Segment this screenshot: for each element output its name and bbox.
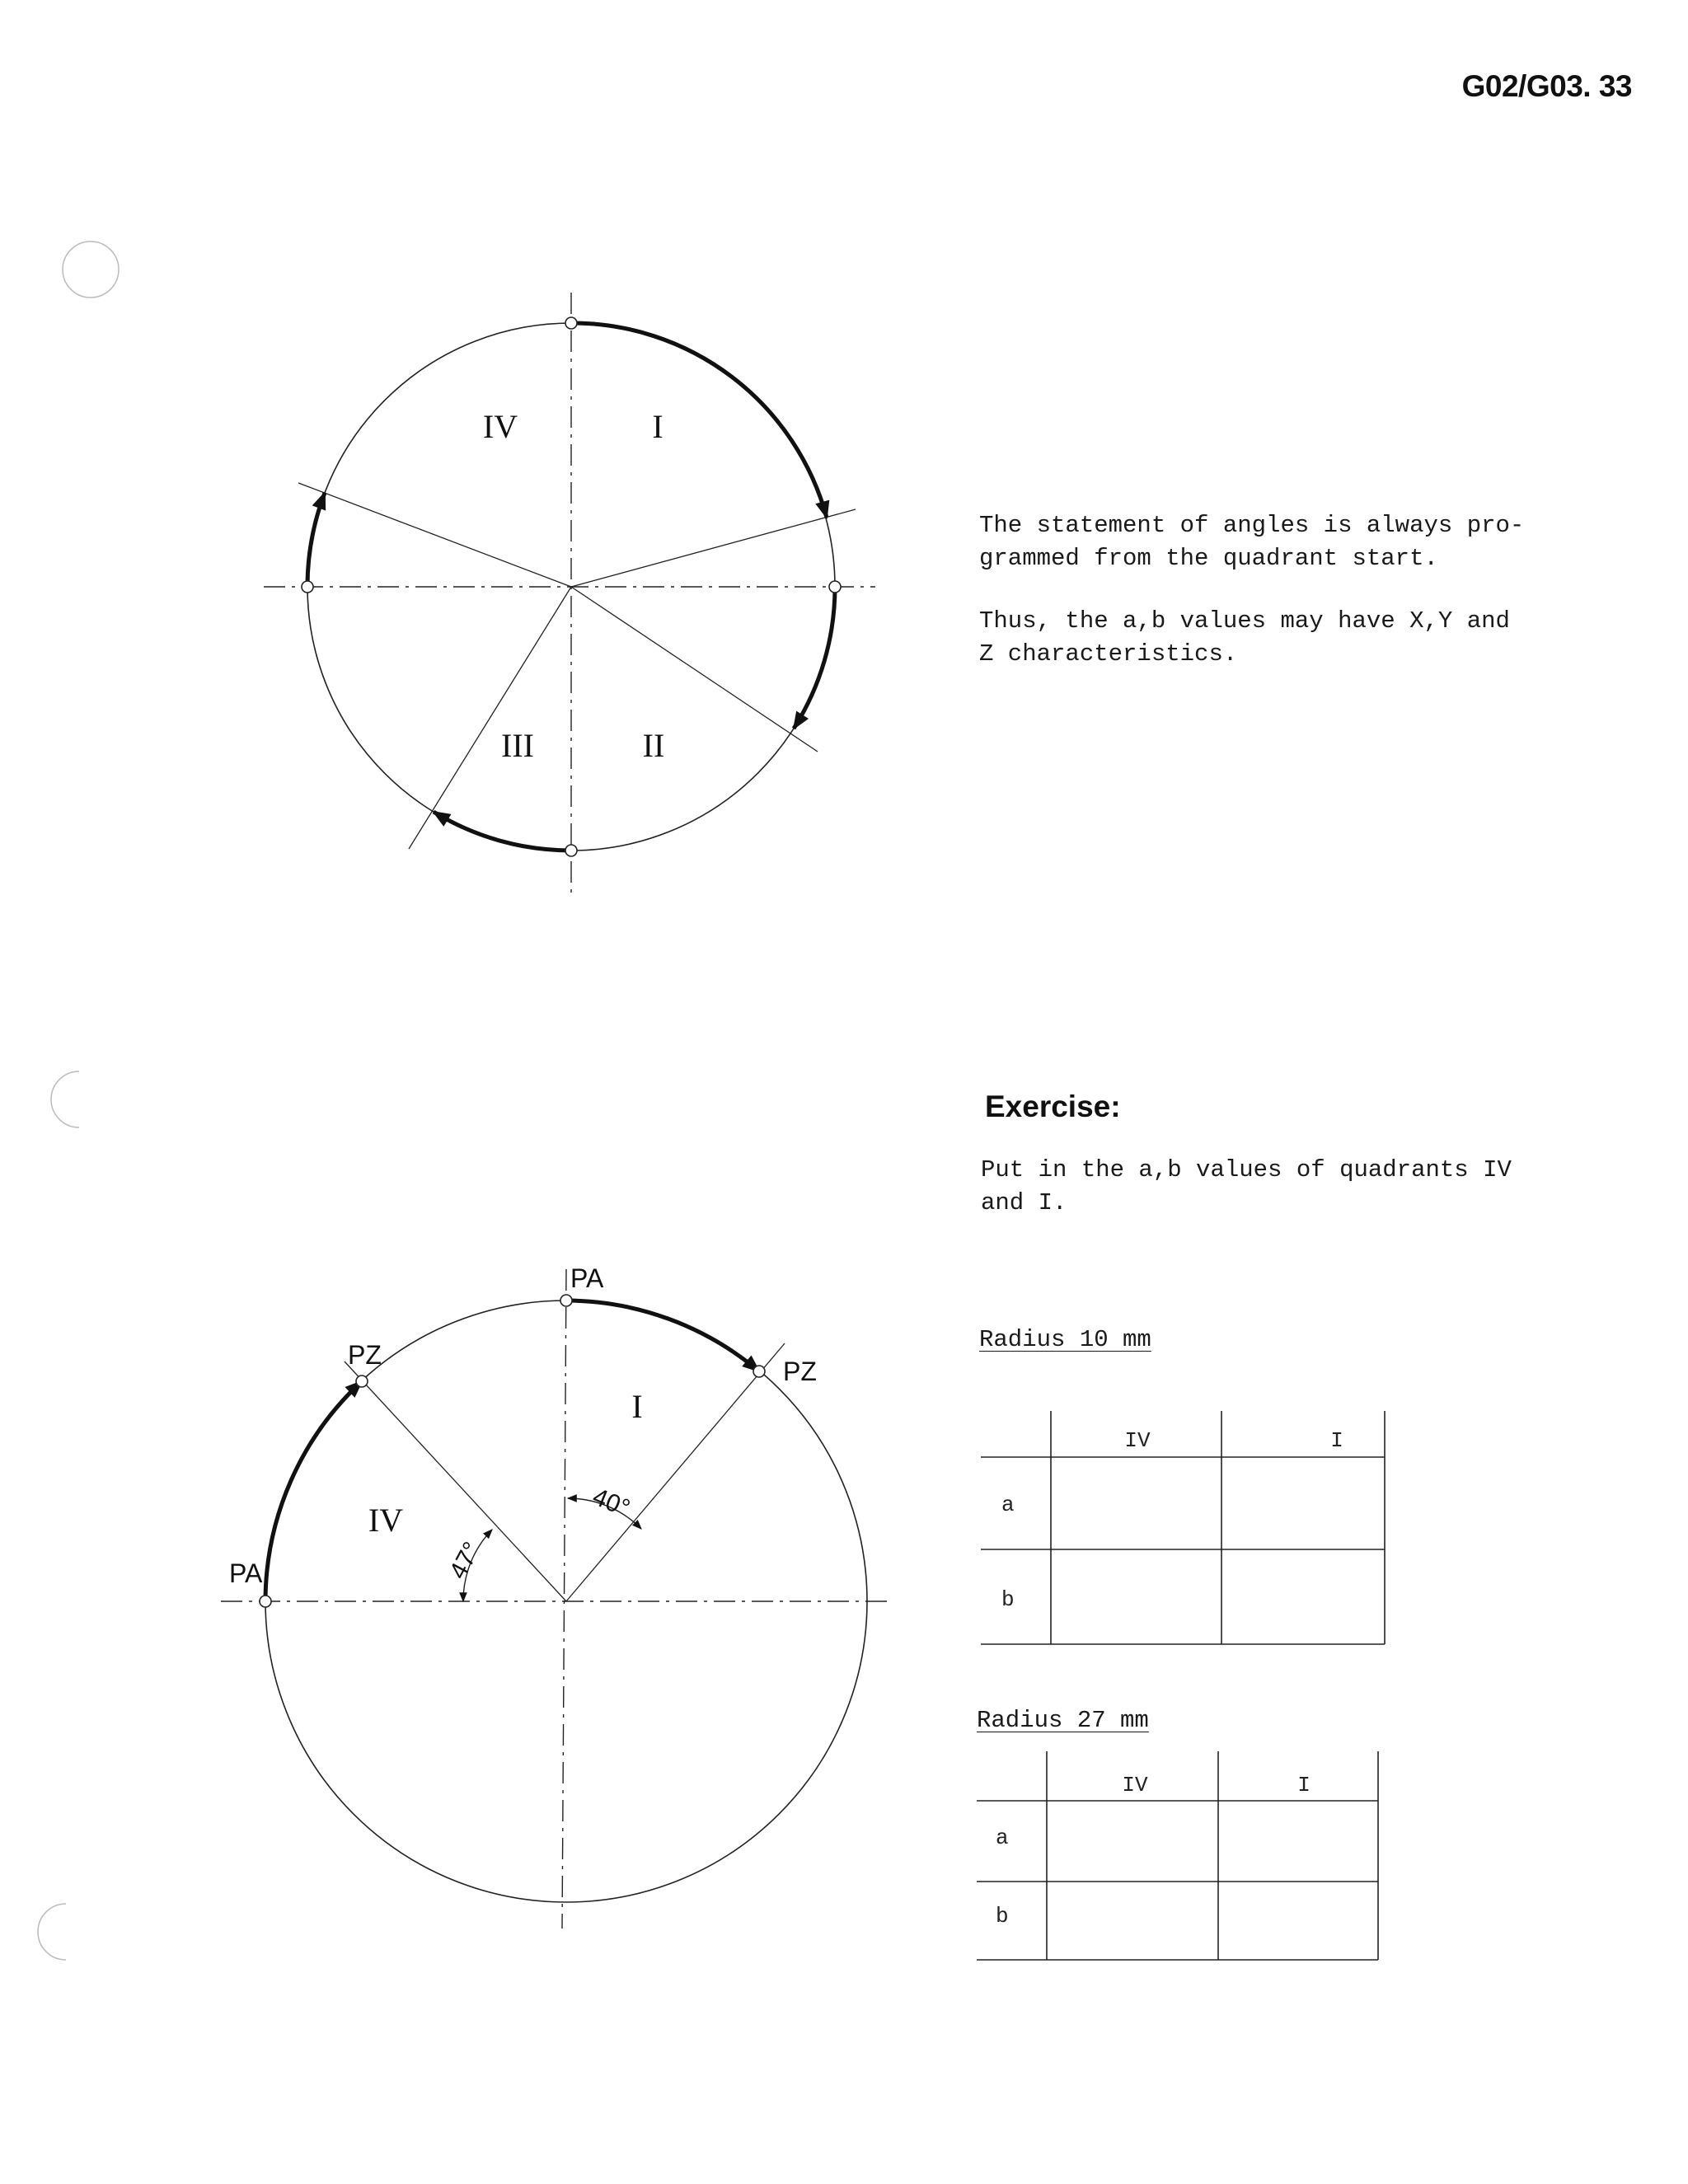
table10-cell-a-I[interactable] bbox=[1225, 1460, 1381, 1546]
radial-line-4 bbox=[298, 483, 571, 587]
table10-caption: Radius 10 mm bbox=[979, 1326, 1151, 1353]
table27-input-b-IV[interactable] bbox=[1051, 1885, 1218, 1958]
table10-row-a: a bbox=[1001, 1493, 1015, 1517]
binder-holes bbox=[38, 241, 119, 1960]
table10-col-I: I bbox=[1330, 1428, 1343, 1453]
table27-cell-b-IV[interactable] bbox=[1051, 1885, 1215, 1957]
table27-cell-a-IV[interactable] bbox=[1051, 1804, 1215, 1878]
exercise-heading: Exercise: bbox=[985, 1090, 1121, 1123]
table27-input-a-I[interactable] bbox=[1221, 1804, 1378, 1880]
quadrant-label-III-top: III bbox=[501, 727, 534, 764]
radial-line-3 bbox=[409, 587, 571, 849]
radial-line-1 bbox=[571, 509, 856, 587]
point-pa-left bbox=[260, 1596, 271, 1607]
explanation-line-1: The statement of angles is always pro- bbox=[979, 512, 1525, 539]
radial-line-2 bbox=[571, 587, 818, 752]
label-pz-right: PZ bbox=[783, 1357, 817, 1386]
table10-input-b-I[interactable] bbox=[1225, 1553, 1385, 1643]
table27-col-IV: IV bbox=[1122, 1773, 1148, 1797]
angle-label-47: 47° bbox=[444, 1537, 486, 1584]
arc-quadrant-II bbox=[794, 587, 835, 729]
quadrant-figure-bottom bbox=[221, 1263, 890, 1929]
table10-input-b-IV[interactable] bbox=[1055, 1553, 1221, 1643]
table27-caption: Radius 27 mm bbox=[977, 1707, 1149, 1734]
arc-quadrant-III bbox=[434, 812, 571, 851]
table27-cell-a-I[interactable] bbox=[1221, 1804, 1375, 1878]
quadrant-label-I-top: I bbox=[652, 408, 663, 445]
point-pa-top bbox=[560, 1295, 572, 1306]
table27-col-I: I bbox=[1297, 1773, 1311, 1797]
table10-col-IV: IV bbox=[1124, 1428, 1151, 1453]
table27-input-b-I[interactable] bbox=[1221, 1885, 1378, 1958]
table10-input-a-IV[interactable] bbox=[1055, 1460, 1221, 1548]
label-pa-top: PA bbox=[570, 1263, 604, 1293]
quadrant-label-II-top: II bbox=[642, 727, 665, 764]
quadrant-label-IV-bottom: IV bbox=[368, 1502, 404, 1539]
label-pz-left: PZ bbox=[348, 1340, 382, 1370]
exercise-instruction-line-1: Put in the a,b values of quadrants IV bbox=[981, 1156, 1512, 1183]
explanation-line-3: Thus, the a,b values may have X,Y and bbox=[979, 607, 1510, 635]
table10-row-b: b bbox=[1001, 1587, 1015, 1612]
point-right bbox=[829, 581, 841, 593]
arc-quadrant-I bbox=[571, 323, 827, 518]
arc-quadrant-IV bbox=[307, 493, 325, 587]
table10-cell-b-I[interactable] bbox=[1225, 1553, 1381, 1641]
quadrant-label-IV-top: IV bbox=[482, 408, 518, 445]
arc-exercise-I bbox=[566, 1301, 759, 1371]
quadrant-label-I-bottom: I bbox=[631, 1388, 643, 1425]
explanation-line-2: grammed from the quadrant start. bbox=[979, 545, 1438, 572]
point-top bbox=[565, 317, 577, 329]
exercise-instruction-line-2: and I. bbox=[981, 1189, 1067, 1216]
quadrant-figure-top bbox=[264, 293, 875, 898]
point-left bbox=[302, 581, 313, 593]
table10-input-a-I[interactable] bbox=[1225, 1460, 1385, 1548]
table10-cell-a-IV[interactable] bbox=[1055, 1460, 1218, 1546]
point-bottom bbox=[565, 845, 577, 856]
table27-row-a: a bbox=[996, 1825, 1009, 1850]
table10-cell-b-IV[interactable] bbox=[1055, 1553, 1218, 1641]
point-pz-left bbox=[356, 1376, 368, 1387]
arc-exercise-IV bbox=[265, 1381, 362, 1601]
radial-line-pz-right bbox=[566, 1343, 785, 1601]
angle-label-40: 40° bbox=[588, 1483, 634, 1523]
explanation-line-4: Z characteristics. bbox=[979, 640, 1238, 668]
label-pa-left: PA bbox=[229, 1558, 263, 1588]
table27-row-b: b bbox=[996, 1904, 1009, 1929]
page-id: G02/G03. 33 bbox=[1461, 69, 1632, 103]
point-pz-right bbox=[753, 1366, 765, 1377]
table27-cell-b-I[interactable] bbox=[1221, 1885, 1375, 1957]
table27-input-a-IV[interactable] bbox=[1051, 1804, 1218, 1880]
